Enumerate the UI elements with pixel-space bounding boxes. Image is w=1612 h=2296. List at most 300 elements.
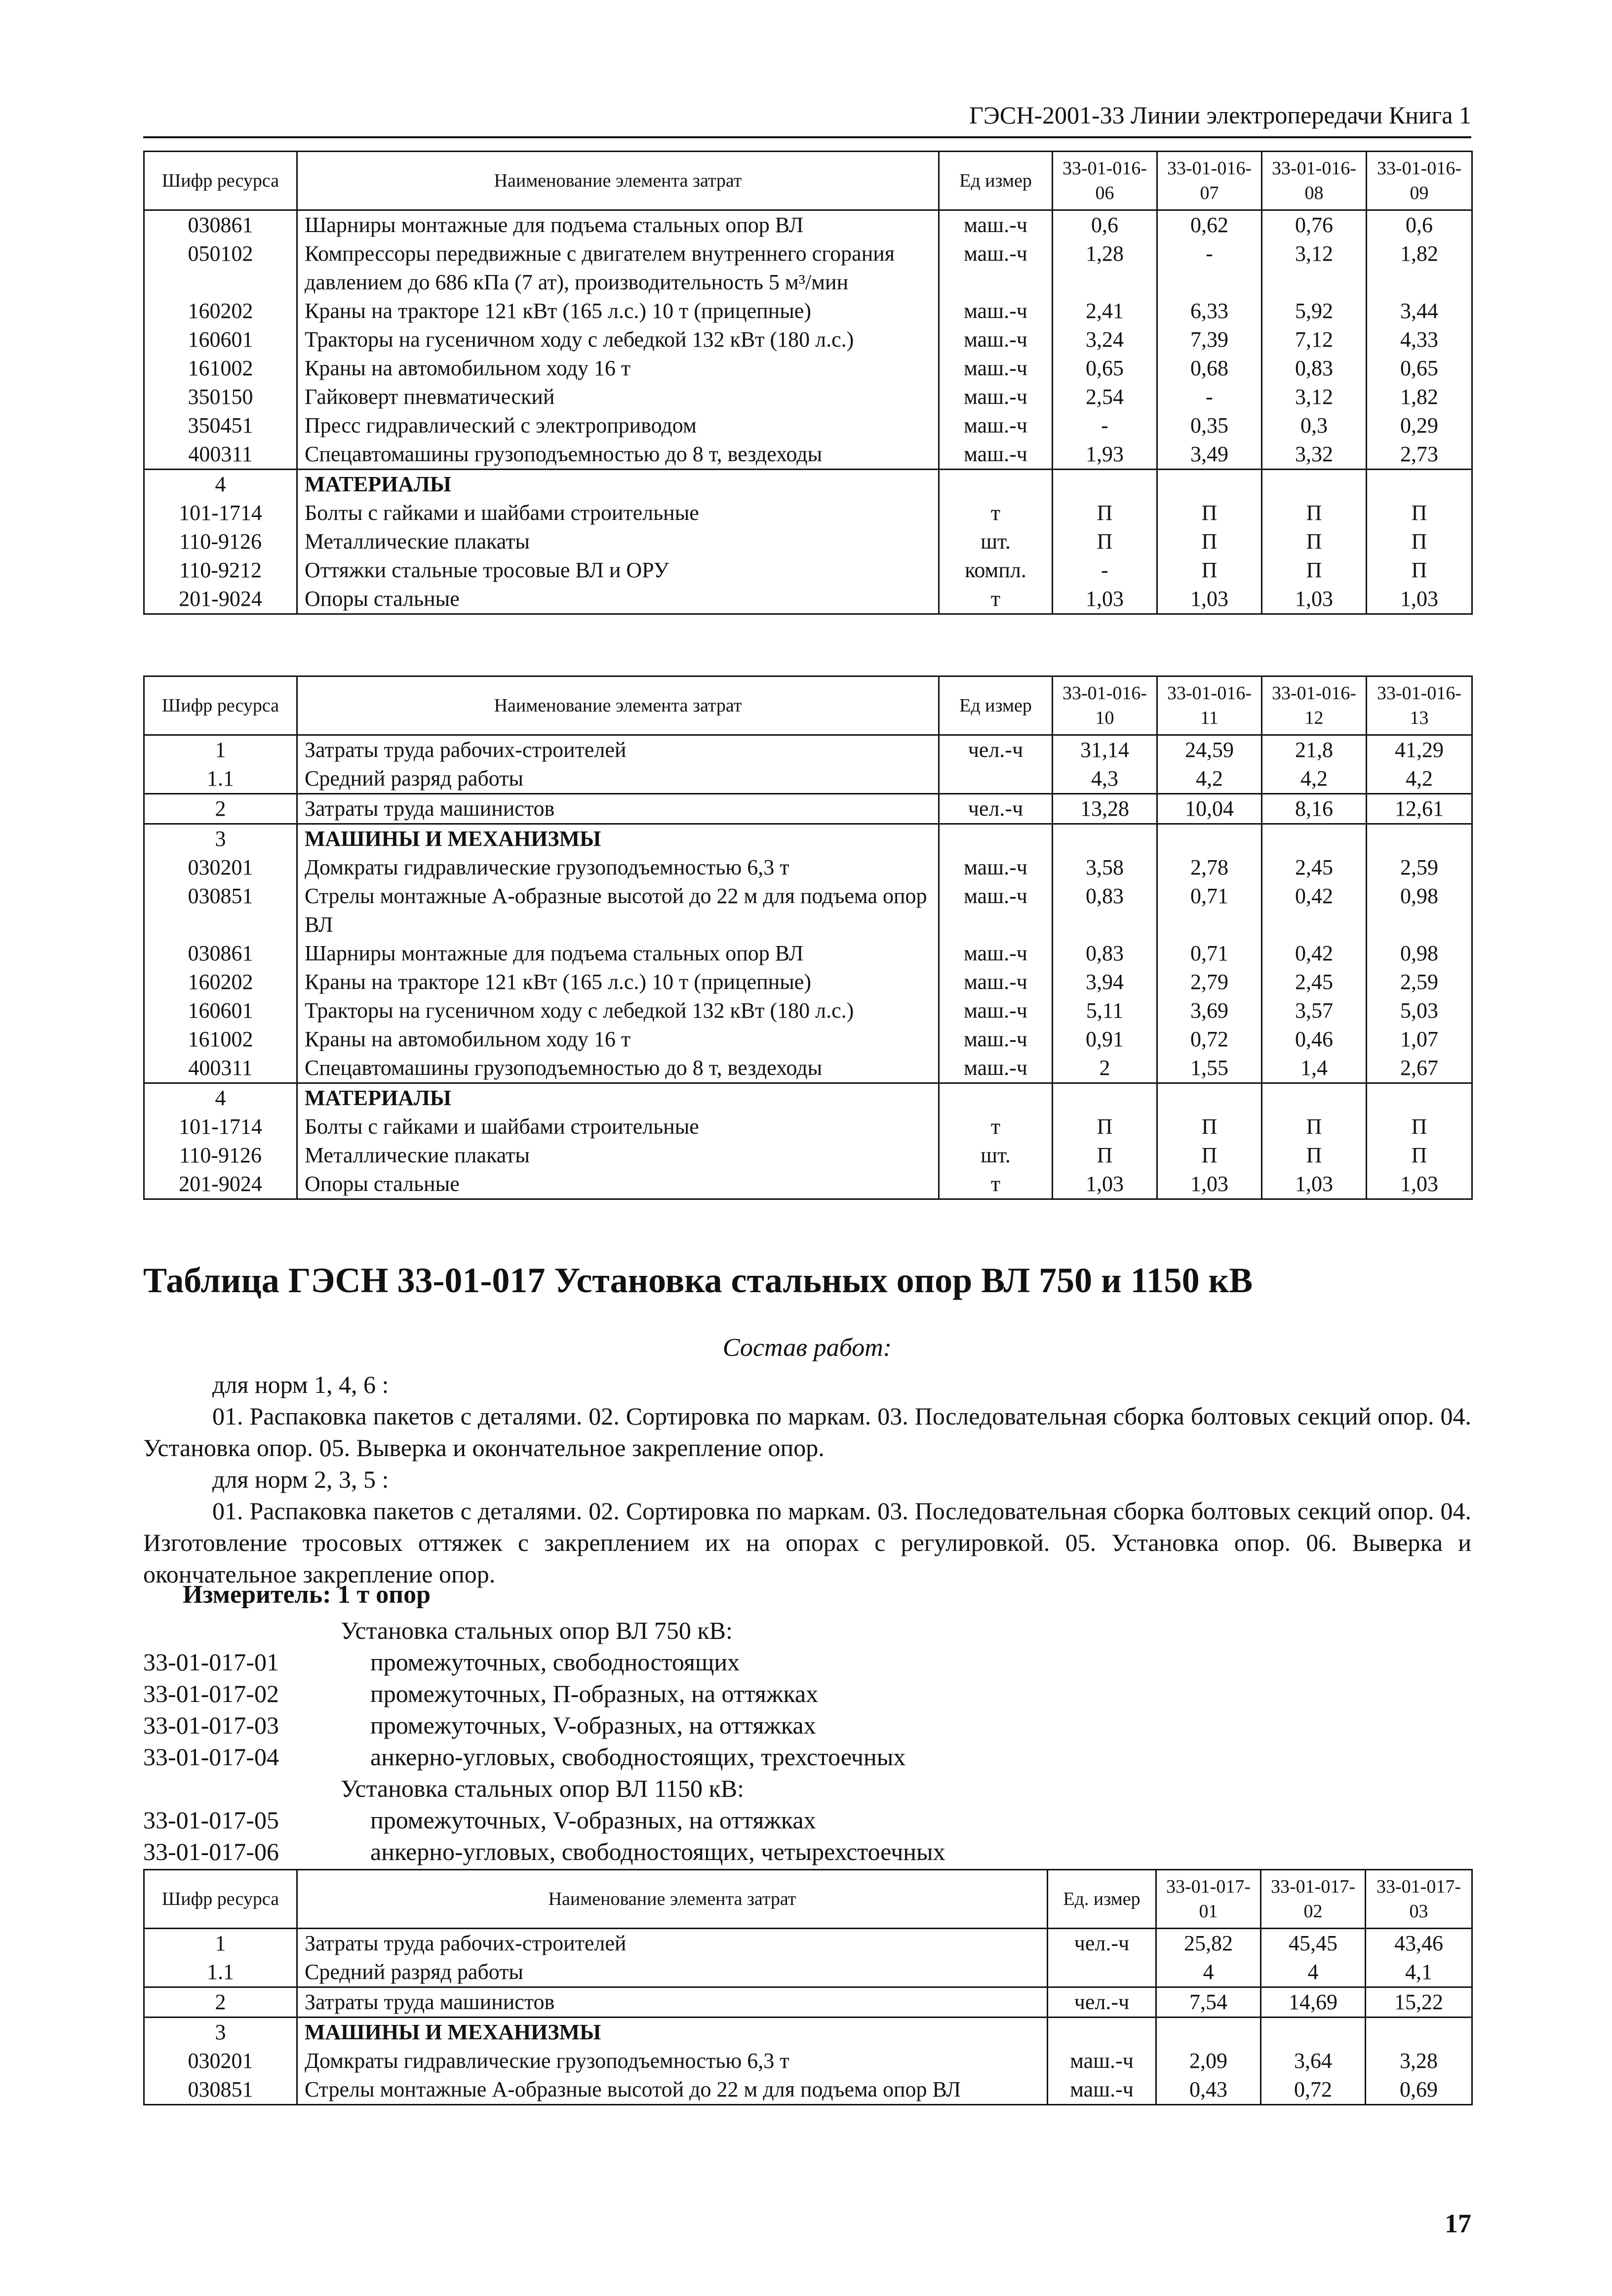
value-cell: 12,61 [1367,794,1472,824]
unit-cell: маш.-ч [939,210,1053,240]
table-row [144,585,1472,614]
value-cell: 3,58 [1053,853,1157,882]
value-cell: 1,55 [1157,1054,1262,1083]
table-row [144,824,1472,854]
resource-code: 4 [144,1083,297,1113]
header-norm-code: 33-01-016-07 [1157,152,1262,210]
norm-code-item [143,1646,1471,1678]
header-name: Наименование элемента затрат [297,1870,1048,1929]
norm-code: 33-01-017-06 [143,1838,279,1865]
value-cell: - [1053,556,1157,585]
header-code: Шифр ресурса [144,152,297,210]
resource-name: Затраты труда рабочих-строителей [297,1929,1048,1958]
norm-code: 33-01-017-01 [143,1648,279,1676]
value-cell: 4,2 [1367,764,1472,794]
value-cell [1367,824,1472,854]
resource-code: 161002 [144,1025,297,1054]
unit-cell: маш.-ч [939,440,1053,470]
unit-cell: маш.-ч [1048,2075,1156,2105]
table-row [144,882,1472,939]
resource-name: Металлические плакаты [297,1141,939,1170]
resource-table-016-06-09 [143,151,1473,615]
resource-name: Болты с гайками и шайбами строительные [297,499,939,527]
resource-name: Затраты труда машинистов [297,794,939,824]
unit-cell: маш.-ч [939,297,1053,325]
unit-cell: чел.-ч [939,735,1053,765]
table-row [144,996,1472,1025]
resource-name: Шарниры монтажные для подъема стальных опор ВЛ [297,210,939,240]
value-cell: П [1262,1112,1367,1141]
header-norm-code: 33-01-016-09 [1367,152,1472,210]
resource-code: 400311 [144,440,297,470]
value-cell: П [1262,527,1367,556]
value-cell [1262,1083,1367,1113]
value-cell: 7,39 [1157,325,1262,354]
resource-code: 350150 [144,383,297,411]
resource-name: Тракторы на гусеничном ходу с лебедкой 132 кВт (180 л.с.) [297,996,939,1025]
resource-code: 160202 [144,968,297,996]
value-cell: 0,71 [1157,939,1262,968]
value-cell: 0,83 [1262,354,1367,383]
unit-cell: т [939,585,1053,614]
header-norm-code: 33-01-016-12 [1262,676,1367,735]
table-row [144,527,1472,556]
table-header-row [144,152,1472,210]
resource-code: 400311 [144,1054,297,1083]
value-cell [1053,1083,1157,1113]
value-cell [1367,470,1472,499]
value-cell: П [1157,527,1262,556]
resource-name: Средний разряд работы [297,1958,1048,1987]
norm-code: 33-01-017-02 [143,1680,279,1707]
value-cell: П [1367,556,1472,585]
resource-code: 030851 [144,2075,297,2105]
value-cell: 1,03 [1053,1170,1157,1199]
resource-code: 1 [144,1929,297,1958]
value-cell [1367,1083,1472,1113]
value-cell: 0,65 [1367,354,1472,383]
resource-name: МАШИНЫ И МЕХАНИЗМЫ [297,824,939,854]
unit-cell: маш.-ч [939,383,1053,411]
table-row [144,1170,1472,1199]
value-cell: П [1262,556,1367,585]
value-cell: 1,82 [1367,383,1472,411]
resource-name: Краны на автомобильном ходу 16 т [297,1025,939,1054]
value-cell: 2 [1053,1054,1157,1083]
value-cell: 0,62 [1157,210,1262,240]
value-cell: 2,73 [1367,440,1472,470]
norms-b-text: 01. Распаковка пакетов с деталями. 02. Сортировка по маркам. 03. Последовательная сборка болтовых секций опор. 04. Изготовление тросовых оттяжек с закреплением их на опорах с регулировкой. 05. Установка опор. 06. Выверка и окончательное закрепление опор. [143,1497,1471,1588]
resource-name: МАТЕРИАЛЫ [297,1083,939,1113]
group-750-title: Установка стальных опор ВЛ 750 кВ: [341,1617,733,1644]
resource-table-017-01-03 [143,1869,1473,2105]
value-cell: П [1262,499,1367,527]
unit-cell: шт. [939,1141,1053,1170]
unit-cell: маш.-ч [939,1025,1053,1054]
value-cell: 8,16 [1262,794,1367,824]
value-cell: 10,04 [1157,794,1262,824]
value-cell: 43,46 [1366,1929,1472,1958]
value-cell: 3,12 [1262,383,1367,411]
value-cell: 7,54 [1156,1987,1261,2018]
value-cell: 5,03 [1367,996,1472,1025]
value-cell [1053,824,1157,854]
resource-code: 030851 [144,882,297,939]
header-norm-code: 33-01-016-13 [1367,676,1472,735]
value-cell: 0,69 [1366,2075,1472,2105]
table-row [144,470,1472,499]
value-cell: 0,98 [1367,882,1472,939]
table-row [144,939,1472,968]
resource-code: 3 [144,2018,297,2047]
resource-name: Шарниры монтажные для подъема стальных опор ВЛ [297,939,939,968]
header-norm-code: 33-01-017-01 [1156,1870,1261,1929]
resource-code: 050102 [144,239,297,297]
value-cell: 41,29 [1367,735,1472,765]
header-unit: Ед измер [939,152,1053,210]
norm-code-item [143,1836,1471,1867]
value-cell: 2,59 [1367,853,1472,882]
value-cell: 4,2 [1157,764,1262,794]
meter-label: Измеритель: 1 т опор [183,1581,431,1609]
norm-code: 33-01-017-03 [143,1711,279,1739]
resource-name: Пресс гидравлический с электроприводом [297,411,939,440]
table-row [144,411,1472,440]
table-row [144,297,1472,325]
resource-name: Стрелы монтажные А-образные высотой до 22 м для подъема опор ВЛ [297,882,939,939]
value-cell: 2,09 [1156,2047,1261,2075]
resource-code: 1 [144,735,297,765]
value-cell: 0,42 [1262,882,1367,939]
value-cell: П [1157,556,1262,585]
value-cell: 0,29 [1367,411,1472,440]
table-row [144,1929,1472,1958]
unit-cell [939,1083,1053,1113]
value-cell: 2,45 [1262,853,1367,882]
resource-name: Спецавтомашины грузоподъемностью до 8 т, вездеходы [297,1054,939,1083]
table-body [144,1929,1472,2105]
resource-name: Металлические плакаты [297,527,939,556]
value-cell [1366,2018,1472,2047]
resource-code: 160601 [144,325,297,354]
value-cell: 4,1 [1366,1958,1472,1987]
unit-cell: маш.-ч [1048,2047,1156,2075]
unit-cell: маш.-ч [939,325,1053,354]
value-cell: П [1053,499,1157,527]
header-code: Шифр ресурса [144,1870,297,1929]
value-cell: 24,59 [1157,735,1262,765]
value-cell: 2,54 [1053,383,1157,411]
page-number: 17 [1445,2209,1471,2238]
value-cell [1262,470,1367,499]
value-cell: - [1157,383,1262,411]
value-cell: 4 [1261,1958,1366,1987]
resource-name: Средний разряд работы [297,764,939,794]
resource-name: Краны на тракторе 121 кВт (165 л.с.) 10 т (прицепные) [297,968,939,996]
value-cell: 0,91 [1053,1025,1157,1054]
value-cell: 2,45 [1262,968,1367,996]
table-row [144,735,1472,765]
norms-b-block [143,1464,1471,1590]
value-cell: - [1053,411,1157,440]
header-norm-code: 33-01-016-11 [1157,676,1262,735]
resource-code: 3 [144,824,297,854]
table-row [144,1958,1472,1987]
resource-code: 110-9126 [144,1141,297,1170]
resource-name: Стрелы монтажные А-образные высотой до 22 м для подъема опор ВЛ [297,2075,1048,2105]
table-row [144,2075,1472,2105]
value-cell: 3,44 [1367,297,1472,325]
value-cell [1157,470,1262,499]
value-cell: 1,03 [1157,585,1262,614]
resource-name: Спецавтомашины грузоподъемностью до 8 т, вездеходы [297,440,939,470]
value-cell: 6,33 [1157,297,1262,325]
resource-name: Домкраты гидравлические грузоподъемностью 6,3 т [297,853,939,882]
unit-cell: маш.-ч [939,996,1053,1025]
value-cell: 13,28 [1053,794,1157,824]
unit-cell: маш.-ч [939,968,1053,996]
table-row [144,2047,1472,2075]
value-cell: 45,45 [1261,1929,1366,1958]
value-cell: 3,28 [1366,2047,1472,2075]
resource-name: Болты с гайками и шайбами строительные [297,1112,939,1141]
unit-cell: маш.-ч [939,354,1053,383]
group-1150-title: Установка стальных опор ВЛ 1150 кВ: [341,1775,745,1802]
resource-code: 201-9024 [144,585,297,614]
value-cell: 0,68 [1157,354,1262,383]
table-row [144,499,1472,527]
norm-code-item [143,1709,1471,1741]
value-cell: 2,41 [1053,297,1157,325]
norms-a-text: 01. Распаковка пакетов с деталями. 02. Сортировка по маркам. 03. Последовательная сборка болтовых секций опор. 04. Установка опор. 05. Выверка и окончательное закрепление опор. [143,1402,1471,1462]
unit-cell [1048,1958,1156,1987]
resource-code: 4 [144,470,297,499]
table-body [144,735,1472,1199]
value-cell: 0,35 [1157,411,1262,440]
table-header-row [144,676,1472,735]
unit-cell [939,764,1053,794]
header-code: Шифр ресурса [144,676,297,735]
value-cell: 1,03 [1367,1170,1472,1199]
resource-name: Тракторы на гусеничном ходу с лебедкой 132 кВт (180 л.с.) [297,325,939,354]
unit-cell: т [939,1112,1053,1141]
resource-code: 161002 [144,354,297,383]
table-row [144,2018,1472,2047]
resource-code: 160601 [144,996,297,1025]
norm-code-item [143,1741,1471,1773]
table-row [144,1987,1472,2018]
unit-cell [939,824,1053,854]
value-cell [1053,470,1157,499]
value-cell: 0,6 [1053,210,1157,240]
value-cell: - [1157,239,1262,297]
header-name: Наименование элемента затрат [297,676,939,735]
header-norm-code: 33-01-016-08 [1262,152,1367,210]
unit-cell: т [939,499,1053,527]
unit-cell: компл. [939,556,1053,585]
resource-name: Опоры стальные [297,585,939,614]
value-cell: П [1367,1112,1472,1141]
value-cell: 0,42 [1262,939,1367,968]
norm-description: промежуточных, П-образных, на оттяжках [370,1680,819,1707]
value-cell [1262,824,1367,854]
value-cell: 0,43 [1156,2075,1261,2105]
resource-name: Компрессоры передвижные с двигателем внутреннего сгорания давлением до 686 кПа (7 ат), производительность 5 м³/мин [297,239,939,297]
table-row [144,1112,1472,1141]
value-cell: П [1157,499,1262,527]
resource-name: Оттяжки стальные тросовые ВЛ и ОРУ [297,556,939,585]
value-cell: П [1157,1112,1262,1141]
value-cell: 5,92 [1262,297,1367,325]
norm-code: 33-01-017-04 [143,1743,279,1771]
header-name: Наименование элемента затрат [297,152,939,210]
resource-code: 030861 [144,210,297,240]
value-cell: 2,79 [1157,968,1262,996]
value-cell: П [1262,1141,1367,1170]
resource-name: Затраты труда машинистов [297,1987,1048,2018]
norm-description: промежуточных, V-образных, на оттяжках [370,1806,816,1834]
value-cell: 1,4 [1262,1054,1367,1083]
value-cell: 0,98 [1367,939,1472,968]
header-unit: Ед измер [939,676,1053,735]
value-cell: 2,59 [1367,968,1472,996]
unit-cell: шт. [939,527,1053,556]
resource-name: Затраты труда рабочих-строителей [297,735,939,765]
value-cell: П [1157,1141,1262,1170]
norm-code-item [143,1678,1471,1709]
table-row [144,383,1472,411]
table-body [144,210,1472,614]
value-cell: П [1367,499,1472,527]
norm-description: анкерно-угловых, свободностоящих, трехстоечных [370,1743,906,1771]
table-row [144,968,1472,996]
page-header: ГЭСН-2001-33 Линии электропередачи Книга 1 [143,103,1471,138]
unit-cell: чел.-ч [1048,1987,1156,2018]
header-unit: Ед. измер [1048,1870,1156,1929]
value-cell: 1,28 [1053,239,1157,297]
value-cell: 0,83 [1053,939,1157,968]
value-cell: 5,11 [1053,996,1157,1025]
table-row [144,1083,1472,1113]
header-norm-code: 33-01-016-06 [1053,152,1157,210]
table-row [144,794,1472,824]
table-row [144,440,1472,470]
value-cell: 4,3 [1053,764,1157,794]
value-cell: 3,49 [1157,440,1262,470]
table-row [144,1054,1472,1083]
value-cell: 0,71 [1157,882,1262,939]
table-row [144,1141,1472,1170]
resource-name: МАШИНЫ И МЕХАНИЗМЫ [297,2018,1048,2047]
value-cell: 7,12 [1262,325,1367,354]
norms-a-label: для норм 1, 4, 6 : [212,1371,389,1398]
value-cell: 25,82 [1156,1929,1261,1958]
unit-cell: т [939,1170,1053,1199]
value-cell: 0,72 [1157,1025,1262,1054]
value-cell: 2,78 [1157,853,1262,882]
value-cell: 3,64 [1261,2047,1366,2075]
value-cell: П [1053,1141,1157,1170]
value-cell: 1,03 [1053,585,1157,614]
norm-code: 33-01-017-05 [143,1806,279,1834]
resource-code: 030861 [144,939,297,968]
value-cell: 21,8 [1262,735,1367,765]
table-row [144,556,1472,585]
table-row [144,1025,1472,1054]
value-cell: П [1367,1141,1472,1170]
value-cell [1157,1083,1262,1113]
unit-cell: маш.-ч [939,1054,1053,1083]
resource-code: 2 [144,1987,297,2018]
table-row [144,239,1472,297]
value-cell: 1,93 [1053,440,1157,470]
value-cell: 4,2 [1262,764,1367,794]
value-cell: 2,67 [1367,1054,1472,1083]
norm-description: промежуточных, V-образных, на оттяжках [370,1711,816,1739]
norm-description: анкерно-угловых, свободностоящих, четырехстоечных [370,1838,945,1865]
resource-code: 2 [144,794,297,824]
value-cell: 3,32 [1262,440,1367,470]
norms-b-label: для норм 2, 3, 5 : [212,1465,389,1493]
resource-code: 160202 [144,297,297,325]
unit-cell [1048,2018,1156,2047]
value-cell: 0,46 [1262,1025,1367,1054]
table-header-row [144,1870,1472,1929]
value-cell: 15,22 [1366,1987,1472,2018]
value-cell: 1,07 [1367,1025,1472,1054]
unit-cell: маш.-ч [939,882,1053,939]
table-row [144,853,1472,882]
resource-table-016-10-13 [143,675,1473,1200]
value-cell: 1,82 [1367,239,1472,297]
value-cell: 0,72 [1261,2075,1366,2105]
table-row [144,354,1472,383]
resource-name: Гайковерт пневматический [297,383,939,411]
value-cell: 4 [1156,1958,1261,1987]
value-cell: 1,03 [1262,1170,1367,1199]
header-norm-code: 33-01-016-10 [1053,676,1157,735]
value-cell [1261,2018,1366,2047]
unit-cell: маш.-ч [939,853,1053,882]
table-row [144,764,1472,794]
resource-code: 030201 [144,2047,297,2075]
norms-a-block [143,1369,1471,1464]
unit-cell: маш.-ч [939,411,1053,440]
value-cell: 1,03 [1262,585,1367,614]
resource-code: 110-9126 [144,527,297,556]
resource-code: 350451 [144,411,297,440]
resource-name: Домкраты гидравлические грузоподъемностью 6,3 т [297,2047,1048,2075]
value-cell: 14,69 [1261,1987,1366,2018]
value-cell: П [1053,1112,1157,1141]
value-cell: 4,33 [1367,325,1472,354]
resource-code: 101-1714 [144,1112,297,1141]
unit-cell: маш.-ч [939,939,1053,968]
unit-cell: чел.-ч [1048,1929,1156,1958]
header-norm-code: 33-01-017-02 [1261,1870,1366,1929]
unit-cell: маш.-ч [939,239,1053,297]
resource-name: Краны на тракторе 121 кВт (165 л.с.) 10 т (прицепные) [297,297,939,325]
composition-title: Состав работ: [722,1334,892,1362]
value-cell: 31,14 [1053,735,1157,765]
unit-cell: чел.-ч [939,794,1053,824]
value-cell: 0,6 [1367,210,1472,240]
table-row [144,210,1472,240]
resource-code: 1.1 [144,1958,297,1987]
value-cell: 3,69 [1157,996,1262,1025]
resource-name: МАТЕРИАЛЫ [297,470,939,499]
value-cell [1157,824,1262,854]
